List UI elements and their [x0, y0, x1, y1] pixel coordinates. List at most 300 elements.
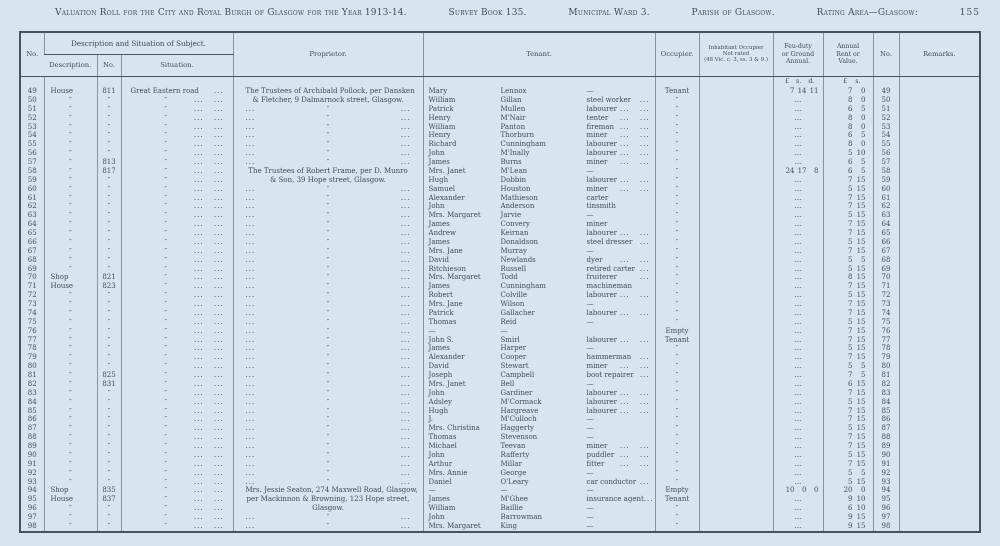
tenant-cell	[423, 238, 655, 247]
situation-text: ″	[164, 317, 167, 326]
proprietor-dots-left: ...	[245, 229, 256, 238]
inhabitant-occupier-cell	[699, 176, 773, 185]
remarks-cell	[899, 513, 980, 522]
tenant-forename: William	[428, 122, 456, 131]
tenant-forename: Mrs. Margaret	[428, 521, 481, 530]
tenant-dot-leaders	[650, 380, 655, 389]
tenant-forename: Daniel	[428, 477, 452, 486]
description-cell: ″	[44, 344, 97, 353]
street-number-cell: ″	[97, 140, 121, 149]
feu-duty-cell: 24 17 8	[773, 167, 823, 176]
situation-text: ″	[164, 131, 167, 140]
remarks-cell	[899, 265, 980, 274]
situation-cell	[121, 238, 233, 247]
tenant-surname: Baillie	[500, 504, 523, 513]
proprietor-cell	[233, 327, 423, 336]
situation-text: ″	[164, 433, 167, 442]
tenant-forename: Mrs. Margaret	[428, 211, 481, 220]
occupier-cell: ″	[655, 407, 699, 416]
situation-dot-leaders: ... ...	[193, 166, 224, 175]
situation-dot-leaders: ... ...	[193, 131, 224, 140]
table-row	[20, 389, 980, 398]
street-number-cell: ″	[97, 478, 121, 487]
situation-text: ″	[164, 220, 167, 229]
situation-cell	[121, 256, 233, 265]
table-row	[20, 114, 980, 123]
rent-value-cell: 7 15	[823, 309, 873, 318]
remarks-cell	[899, 229, 980, 238]
table-row	[20, 96, 980, 105]
proprietor-cell	[233, 149, 423, 158]
situation-dot-leaders: ... ...	[193, 237, 224, 246]
tenant-occupation: miner	[586, 442, 608, 451]
proprietor-cell	[233, 424, 423, 433]
proprietor-text: ″	[326, 442, 330, 451]
remarks-cell	[899, 167, 980, 176]
proprietor-cell	[233, 380, 423, 389]
tenant-cell	[423, 495, 655, 504]
proprietor-cell	[233, 407, 423, 416]
remarks-cell	[899, 202, 980, 211]
situation-cell	[121, 451, 233, 460]
tenant-surname: Gillan	[500, 95, 522, 104]
tenant-forename: James	[428, 237, 450, 246]
inhabitant-occupier-cell	[699, 344, 773, 353]
rent-value-cell: 7 15	[823, 353, 873, 362]
tenant-dot-leaders	[650, 327, 655, 336]
feu-duty-cell: 7 14 11	[773, 87, 823, 96]
tenant-cell	[423, 131, 655, 140]
remarks-cell	[899, 247, 980, 256]
tenant-dot-leaders: ... ...	[619, 140, 650, 149]
inhabitant-occupier-cell	[699, 469, 773, 478]
proprietor-cell	[233, 469, 423, 478]
situation-dot-leaders: ... ...	[193, 158, 224, 167]
tenant-occupation: labourer	[586, 335, 617, 344]
tenant-cell	[423, 398, 655, 407]
situation-cell	[121, 176, 233, 185]
tenant-occupation: labourer	[586, 308, 617, 317]
proprietor-cell	[233, 265, 423, 274]
street-number-cell: 835	[97, 486, 121, 495]
situation-dot-leaders: ... ...	[193, 175, 224, 184]
situation-dot-leaders: ... ...	[193, 229, 224, 238]
row-number-right: 62	[873, 202, 899, 211]
situation-dot-leaders: ... ...	[193, 388, 224, 397]
tenant-surname: Reid	[500, 317, 517, 326]
inhabitant-occupier-cell	[699, 291, 773, 300]
proprietor-dots-left: ...	[245, 521, 256, 530]
rent-value-cell: 7 15	[823, 442, 873, 451]
situation-text: ″	[164, 202, 167, 211]
street-number-cell: ″	[97, 114, 121, 123]
tenant-forename: John	[428, 450, 445, 459]
proprietor-text: ″	[326, 397, 330, 406]
situation-dot-leaders: ... ...	[193, 140, 224, 149]
proprietor-text: ″	[326, 477, 330, 486]
proprietor-cell	[233, 131, 423, 140]
col-header-feu-duty: Feu-duty or Ground Annual.	[773, 32, 823, 76]
remarks-cell	[899, 398, 980, 407]
rent-value-cell: 7 15	[823, 407, 873, 416]
proprietor-text: ″	[326, 406, 330, 415]
description-cell: ″	[44, 318, 97, 327]
tenant-cell	[423, 389, 655, 398]
street-number-cell: ″	[97, 194, 121, 203]
street-number-cell: ″	[97, 415, 121, 424]
remarks-cell	[899, 176, 980, 185]
tenant-forename: William	[428, 504, 456, 513]
tenant-dot-leaders: ... ...	[619, 104, 650, 113]
situation-text: ″	[164, 371, 167, 380]
row-number-left: 88	[27, 433, 37, 442]
proprietor-text: ″	[326, 131, 330, 140]
row-number-left: 96	[27, 504, 37, 513]
feu-duty-cell: ...	[773, 123, 823, 132]
tenant-cell	[423, 327, 655, 336]
proprietor-text: & Fletcher, 9 Dalmarnock street, Glasgow.	[252, 95, 404, 104]
situation-text: ″	[164, 184, 167, 193]
situation-cell	[121, 486, 233, 495]
proprietor-text: ″	[326, 282, 330, 291]
feu-duty-cell: ...	[773, 247, 823, 256]
proprietor-text: & Son, 39 Hope street, Glasgow.	[270, 175, 386, 184]
row-number-left: 65	[27, 229, 37, 238]
proprietor-dots-left: ...	[245, 193, 256, 202]
situation-text: Great Eastern road	[130, 87, 199, 96]
tenant-forename: David	[428, 362, 449, 371]
row-number-right: 55	[873, 140, 899, 149]
description-cell: ″	[44, 265, 97, 274]
row-number-right: 66	[873, 238, 899, 247]
row-number-right: 52	[873, 114, 899, 123]
remarks-cell	[899, 451, 980, 460]
row-number-left: 83	[27, 388, 37, 397]
situation-text: ″	[164, 388, 167, 397]
proprietor-dots-right: ...	[400, 282, 411, 291]
situation-text: ″	[164, 140, 167, 149]
row-number-right: 80	[873, 362, 899, 371]
tenant-cell	[423, 353, 655, 362]
table-row	[20, 495, 980, 504]
tenant-surname: Colville	[500, 291, 528, 300]
tenant-surname: M'Cormack	[500, 397, 542, 406]
tenant-surname: Cunningham	[500, 282, 546, 291]
row-number-left: 95	[27, 495, 37, 504]
inhabitant-line-1: Inhabitant Occupier	[708, 44, 764, 51]
description-cell: Shop	[44, 273, 97, 282]
tenant-dot-leaders: ... ...	[619, 122, 650, 131]
tenant-surname: Burns	[500, 158, 522, 167]
proprietor-cell	[233, 460, 423, 469]
municipal-ward: Municipal Ward 3.	[568, 8, 650, 18]
situation-text: ″	[164, 477, 167, 486]
description-cell: House	[44, 495, 97, 504]
proprietor-text: ″	[326, 193, 330, 202]
tenant-surname: Hargreave	[500, 406, 539, 415]
proprietor-cell	[233, 158, 423, 167]
street-number-cell: 837	[97, 495, 121, 504]
proprietor-dots-left: ...	[245, 513, 256, 522]
tenant-surname: Harper	[500, 344, 527, 353]
proprietor-cell	[233, 371, 423, 380]
description-cell: ″	[44, 131, 97, 140]
street-number-cell: ″	[97, 336, 121, 345]
rent-value-cell: 20 0	[823, 486, 873, 495]
tenant-forename: Ritchieson	[428, 264, 466, 273]
situation-text: ″	[164, 158, 167, 167]
rent-value-cell: 5 5	[823, 256, 873, 265]
tenant-cell	[423, 220, 655, 229]
row-number-right: 92	[873, 469, 899, 478]
feu-duty-cell: ...	[773, 424, 823, 433]
row-number-left: 70	[27, 273, 37, 282]
tenant-surname: Dobbin	[500, 175, 527, 184]
tenant-surname: Cunningham	[500, 140, 546, 149]
proprietor-dots-right: ...	[400, 468, 411, 477]
remarks-cell	[899, 114, 980, 123]
occupier-cell: Empty	[655, 486, 699, 495]
inhabitant-occupier-cell	[699, 353, 773, 362]
tenant-forename: Andrew	[428, 229, 457, 238]
row-number-right: 79	[873, 353, 899, 362]
rent-value-cell: 7 15	[823, 415, 873, 424]
row-number-left: 73	[27, 300, 37, 309]
remarks-cell	[899, 407, 980, 416]
tenant-surname: Haggerty	[500, 424, 535, 433]
situation-dot-leaders: ... ...	[193, 450, 224, 459]
row-number-right: 78	[873, 344, 899, 353]
remarks-cell	[899, 131, 980, 140]
description-cell: ″	[44, 504, 97, 513]
proprietor-dots-left: ...	[245, 388, 256, 397]
row-number-right: 96	[873, 504, 899, 513]
tenant-forename: —	[428, 326, 436, 335]
occupier-cell: ″	[655, 131, 699, 140]
tenant-forename: Michael	[428, 442, 457, 451]
inhabitant-occupier-cell	[699, 247, 773, 256]
rating-area: Rating Area—Glasgow:	[816, 8, 918, 18]
occupier-cell: ″	[655, 291, 699, 300]
situation-text: ″	[164, 344, 167, 353]
row-number-left: 64	[27, 220, 37, 229]
situation-cell	[121, 167, 233, 176]
tenant-surname: King	[500, 521, 517, 530]
proprietor-text: The Trustees of Archibald Pollock, per Dansken	[245, 87, 415, 96]
situation-text: ″	[164, 282, 167, 291]
tenant-dot-leaders	[650, 344, 655, 353]
proprietor-dots-right: ...	[400, 193, 411, 202]
situation-cell	[121, 87, 233, 96]
remarks-cell	[899, 291, 980, 300]
inhabitant-occupier-cell	[699, 158, 773, 167]
row-number-right: 60	[873, 185, 899, 194]
tenant-dot-leaders: ... ...	[619, 388, 650, 397]
proprietor-dots-left: ...	[245, 335, 256, 344]
situation-cell	[121, 265, 233, 274]
proprietor-text: ″	[326, 255, 330, 264]
proprietor-dots-right: ...	[400, 158, 411, 167]
tenant-cell	[423, 194, 655, 203]
situation-dot-leaders: ... ...	[193, 504, 224, 513]
proprietor-cell	[233, 415, 423, 424]
situation-cell	[121, 149, 233, 158]
feu-duty-cell: ...	[773, 291, 823, 300]
situation-cell	[121, 398, 233, 407]
proprietor-cell	[233, 114, 423, 123]
tenant-occupation: —	[586, 344, 594, 353]
occupier-cell: ″	[655, 194, 699, 203]
tenant-dot-leaders: ... ...	[619, 397, 650, 406]
row-number-right: 51	[873, 105, 899, 114]
occupier-cell: ″	[655, 105, 699, 114]
feu-duty-cell: ...	[773, 478, 823, 487]
table-row	[20, 211, 980, 220]
occupier-cell: ″	[655, 433, 699, 442]
proprietor-dots-right: ...	[400, 264, 411, 273]
situation-text: ″	[164, 424, 167, 433]
situation-dot-leaders: ... ...	[193, 255, 224, 264]
tenant-cell	[423, 140, 655, 149]
proprietor-cell	[233, 194, 423, 203]
tenant-surname: Stewart	[500, 362, 529, 371]
proprietor-cell	[233, 398, 423, 407]
tenant-surname: Todd	[500, 273, 518, 282]
rent-value-cell: 9 15	[823, 522, 873, 532]
rent-value-cell: 5 15	[823, 185, 873, 194]
proprietor-text: ″	[326, 113, 330, 122]
description-cell: ″	[44, 202, 97, 211]
row-number-left: 76	[27, 326, 37, 335]
tenant-forename: James	[428, 495, 450, 504]
situation-text: ″	[164, 521, 167, 530]
tenant-dot-leaders: ... ...	[619, 335, 650, 344]
tenant-surname: Jarvie	[500, 211, 522, 220]
page-number: 155	[959, 8, 980, 18]
remarks-cell	[899, 371, 980, 380]
tenant-occupation: —	[586, 166, 594, 175]
street-number-cell: ″	[97, 211, 121, 220]
description-cell: ″	[44, 114, 97, 123]
description-cell: ″	[44, 522, 97, 532]
inhabitant-occupier-cell	[699, 282, 773, 291]
proprietor-dots-right: ...	[400, 379, 411, 388]
inhabitant-occupier-cell	[699, 140, 773, 149]
table-row	[20, 176, 980, 185]
description-cell: ″	[44, 327, 97, 336]
remarks-cell	[899, 469, 980, 478]
description-cell: ″	[44, 300, 97, 309]
tenant-surname: Mathieson	[500, 193, 538, 202]
inhabitant-occupier-cell	[699, 309, 773, 318]
feu-duty-cell: ...	[773, 96, 823, 105]
inhabitant-occupier-cell	[699, 220, 773, 229]
situation-cell	[121, 424, 233, 433]
tenant-surname: Wilson	[500, 300, 525, 309]
remarks-cell	[899, 105, 980, 114]
situation-text: ″	[164, 246, 167, 255]
remarks-cell	[899, 380, 980, 389]
tenant-cell	[423, 167, 655, 176]
proprietor-cell	[233, 344, 423, 353]
col-header-no-right: No.	[873, 32, 899, 76]
inhabitant-occupier-cell	[699, 149, 773, 158]
row-number-left: 57	[27, 158, 37, 167]
proprietor-text: ″	[326, 273, 330, 282]
occupier-cell: ″	[655, 371, 699, 380]
tenant-surname: M'Culloch	[500, 415, 537, 424]
tenant-dot-leaders: ... ...	[619, 459, 650, 468]
proprietor-text: ″	[326, 415, 330, 424]
tenant-surname: Campbell	[500, 371, 535, 380]
situation-cell	[121, 123, 233, 132]
remarks-cell	[899, 300, 980, 309]
tenant-forename: Mrs. Janet	[428, 379, 466, 388]
occupier-cell: ″	[655, 522, 699, 532]
inhabitant-occupier-cell	[699, 380, 773, 389]
proprietor-dots-right: ...	[400, 140, 411, 149]
tenant-forename: Hugh	[428, 175, 449, 184]
situation-cell	[121, 504, 233, 513]
table-row	[20, 371, 980, 380]
remarks-cell	[899, 158, 980, 167]
situation-cell	[121, 522, 233, 532]
tenant-occupation: steel dresser	[586, 237, 633, 246]
situation-dot-leaders: ... ...	[193, 433, 224, 442]
feu-duty-cell: ...	[773, 433, 823, 442]
proprietor-dots-right: ...	[400, 317, 411, 326]
tenant-surname: M'Lean	[500, 166, 528, 175]
proprietor-cell	[233, 353, 423, 362]
tenant-dot-leaders	[650, 202, 655, 211]
tenant-cell	[423, 486, 655, 495]
situation-dot-leaders: ... ...	[193, 326, 224, 335]
situation-cell	[121, 291, 233, 300]
situation-cell	[121, 229, 233, 238]
proprietor-dots-left: ...	[245, 149, 256, 158]
occupier-cell: ″	[655, 380, 699, 389]
tenant-dot-leaders	[650, 300, 655, 309]
situation-cell	[121, 194, 233, 203]
inhabitant-occupier-cell	[699, 495, 773, 504]
proprietor-dots-left: ...	[245, 317, 256, 326]
occupier-cell: ″	[655, 273, 699, 282]
table-row	[20, 273, 980, 282]
tenant-occupation: miner	[586, 362, 608, 371]
rent-value-cell: 5 15	[823, 398, 873, 407]
tenant-forename: Robert	[428, 291, 453, 300]
proprietor-dots-left: ...	[245, 326, 256, 335]
table-row	[20, 131, 980, 140]
remarks-cell	[899, 433, 980, 442]
tenant-occupation: miner	[586, 220, 608, 229]
occupier-cell: ″	[655, 469, 699, 478]
row-number-right: 72	[873, 291, 899, 300]
tenant-dot-leaders: ... ...	[619, 308, 650, 317]
proprietor-text: ″	[326, 237, 330, 246]
table-row	[20, 105, 980, 114]
situation-text: ″	[164, 513, 167, 522]
proprietor-dots-right: ...	[400, 335, 411, 344]
proprietor-cell	[233, 318, 423, 327]
proprietor-text: ″	[326, 468, 330, 477]
tenant-dot-leaders	[650, 433, 655, 442]
situation-dot-leaders: ... ...	[193, 521, 224, 530]
tenant-surname: Donaldson	[500, 237, 539, 246]
tenant-cell	[423, 105, 655, 114]
proprietor-dots-right: ...	[400, 521, 411, 530]
situation-cell	[121, 273, 233, 282]
